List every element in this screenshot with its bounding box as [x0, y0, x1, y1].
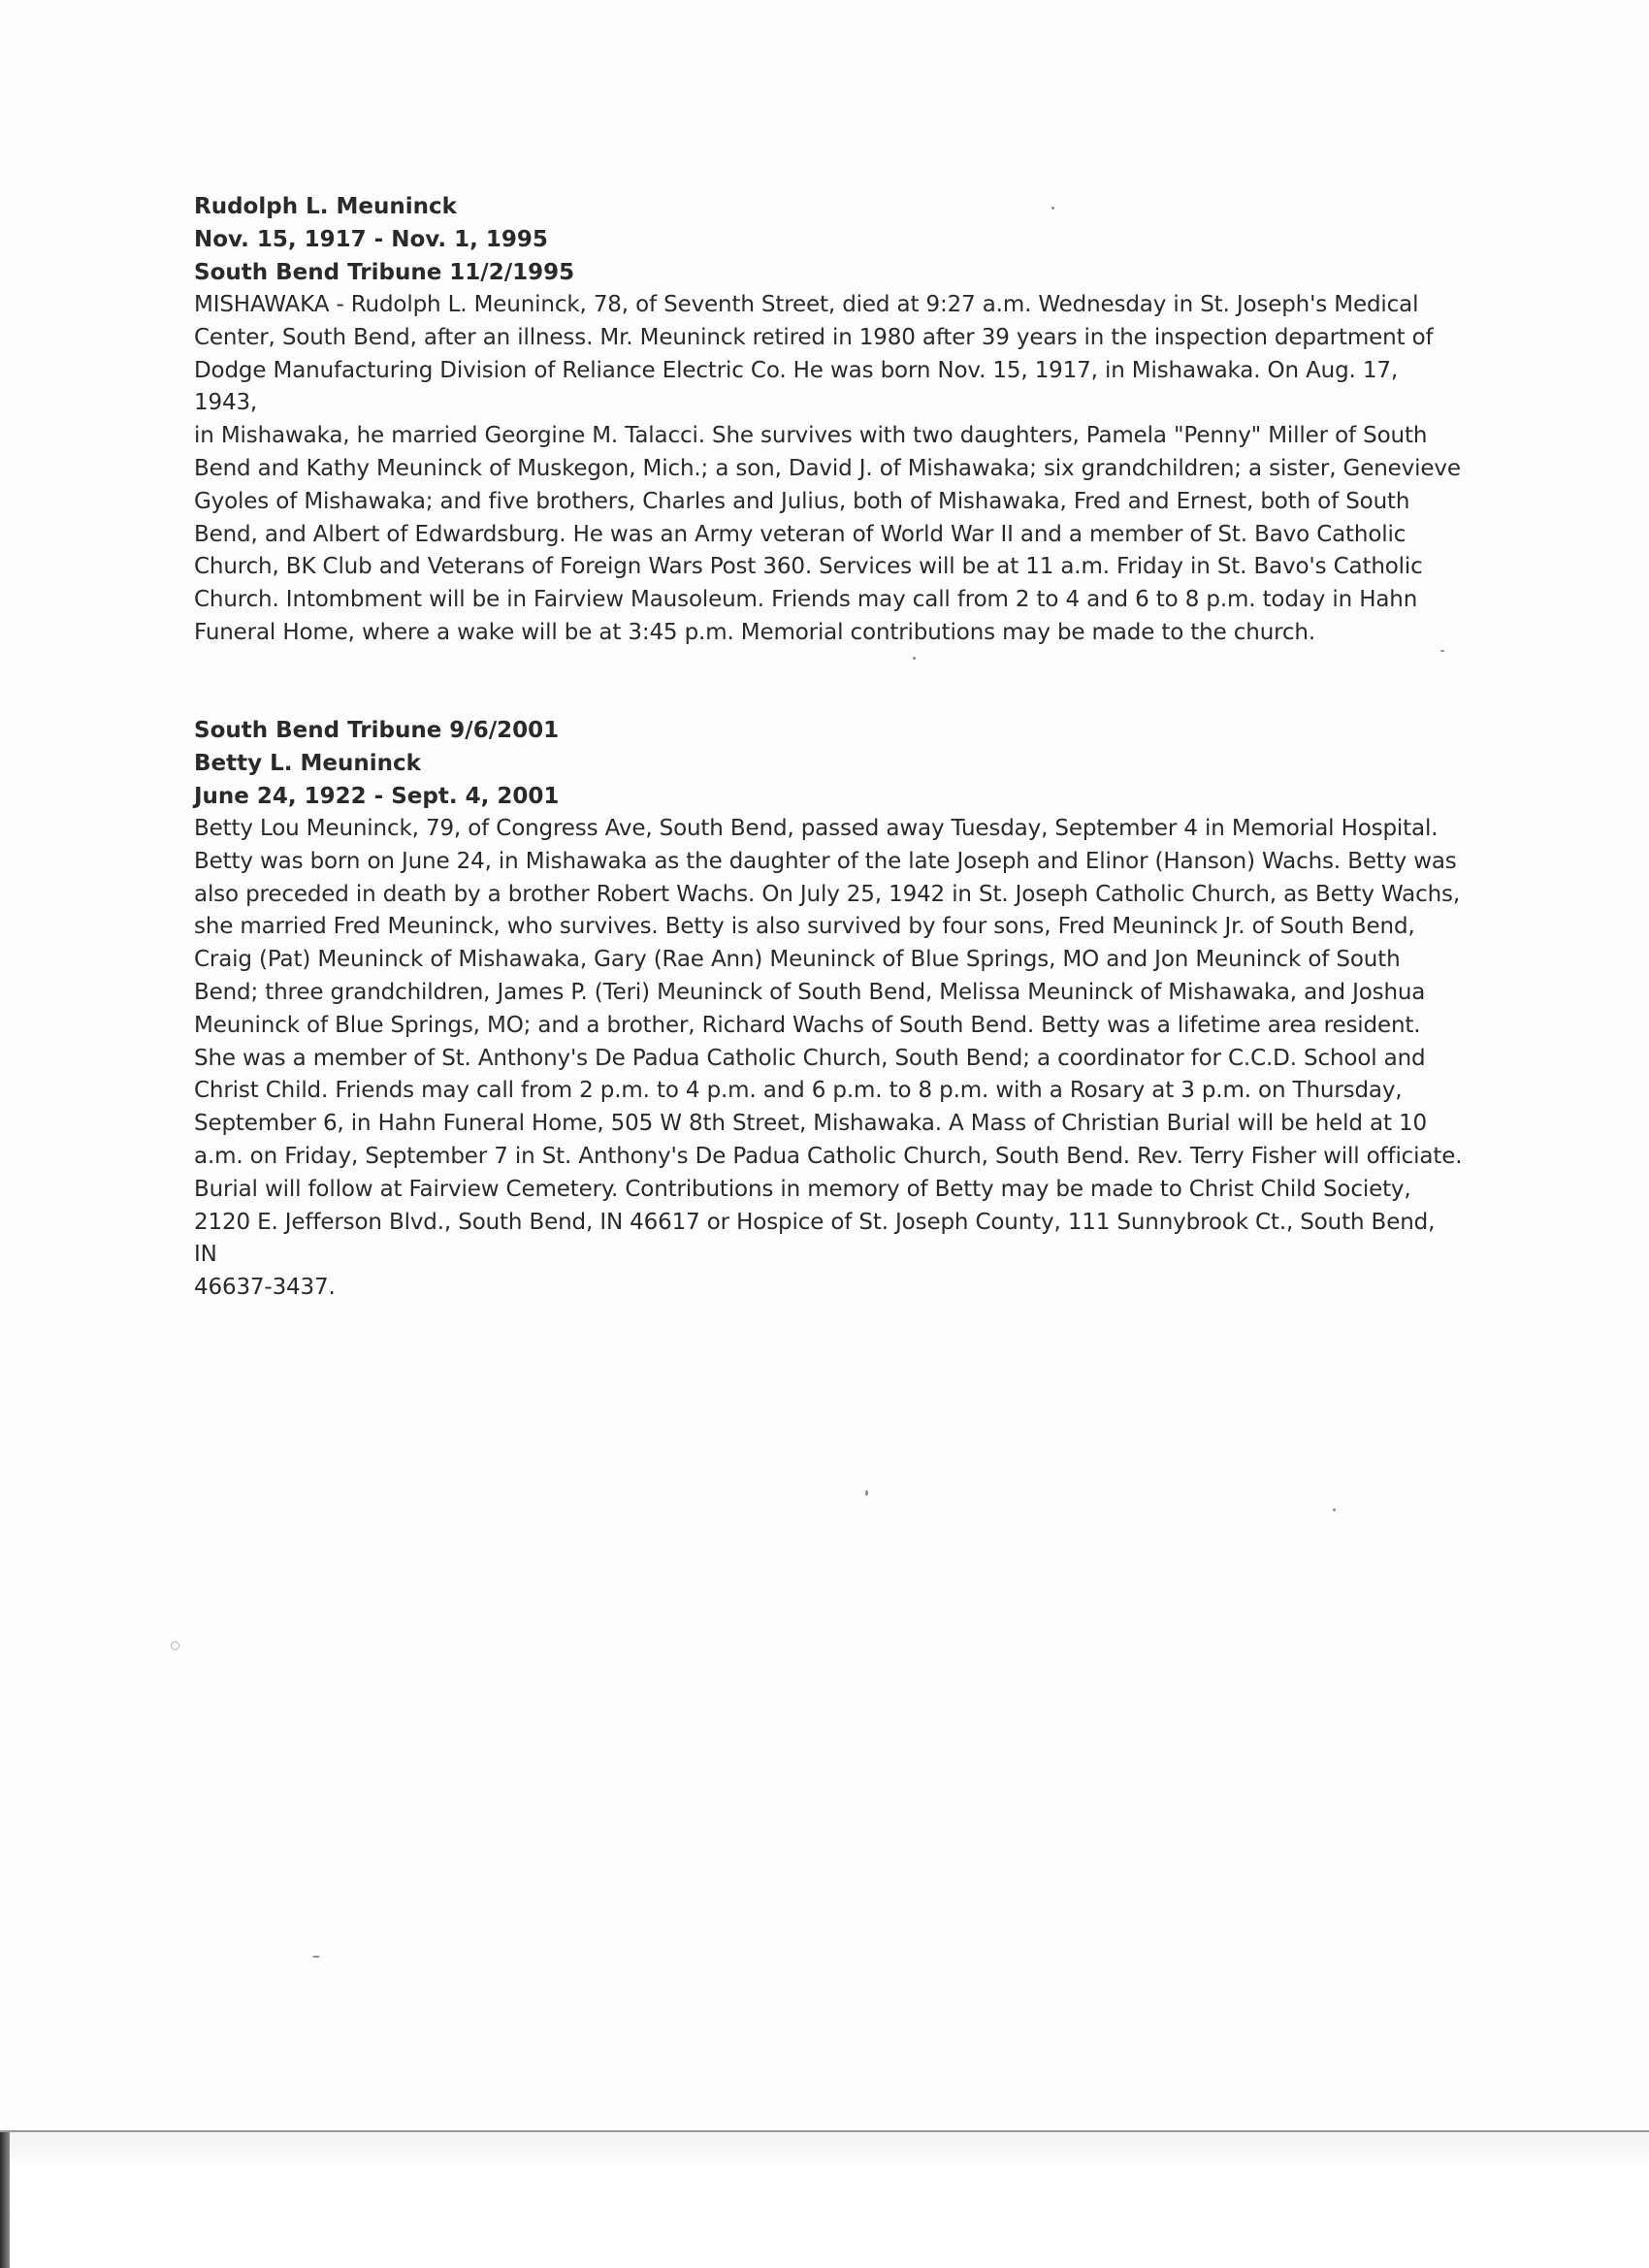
body-line: she married Fred Meuninck, who survives. Betty is also survived by four sons, Fred Meuninck Jr. of South Bend,	[194, 914, 1415, 940]
scan-speck	[1333, 1508, 1336, 1511]
body-line: Christ Child. Friends may call from 2 p.m. to 4 p.m. and 6 p.m. to 8 p.m. with a Rosary at 3 p.m. on Thursday,	[194, 1078, 1403, 1104]
body-line: also preceded in death by a brother Robert Wachs. On July 25, 1942 in St. Joseph Catholic Church, as Betty Wachs,	[194, 881, 1461, 907]
obituary-betty-meuninck	[194, 714, 1465, 1305]
obituary-dates: Nov. 15, 1917 - Nov. 1, 1995	[194, 227, 548, 252]
scan-speck	[865, 1490, 868, 1496]
body-line: 46637-3437.	[194, 1275, 336, 1301]
body-line: a.m. on Friday, September 7 in St. Anthony's De Padua Catholic Church, South Bend. Rev. Terry Fisher will officiate.	[194, 1143, 1463, 1169]
body-line: Bend; three grandchildren, James P. (Teri) Meuninck of South Bend, Melissa Meuninck of Mishawaka, and Joshua	[194, 979, 1426, 1005]
body-line: Betty was born on June 24, in Mishawaka as the daughter of the late Joseph and Elinor (Hanson) Wachs. Betty was	[194, 848, 1457, 874]
body-line: Craig (Pat) Meuninck of Mishawaka, Gary (Rae Ann) Meuninck of Blue Springs, MO and Jon Meuninck of South	[194, 947, 1401, 973]
body-line: Church. Intombment will be in Fairview Mausoleum. Friends may call from 2 to 4 and 6 to 8 p.m. today in Hahn	[194, 587, 1418, 613]
scan-speck	[171, 1641, 179, 1650]
body-line: in Mishawaka, he married Georgine M. Talacci. She survives with two daughters, Pamela "Penny" Miller of South	[194, 423, 1428, 449]
obituary-source: South Bend Tribune 9/6/2001	[194, 718, 560, 743]
body-line: Meuninck of Blue Springs, MO; and a brother, Richard Wachs of South Bend. Betty was a lifetime area resident.	[194, 1012, 1421, 1038]
body-line: Betty Lou Meuninck, 79, of Congress Ave, South Bend, passed away Tuesday, September 4 in Memorial Hospital.	[194, 816, 1439, 841]
body-line: Center, South Bend, after an illness. Mr. Meuninck retired in 1980 after 39 years in the inspection department of	[194, 324, 1434, 350]
scan-speck	[1440, 650, 1444, 652]
obituary-name: Rudolph L. Meuninck	[194, 194, 457, 219]
scan-speck	[913, 657, 916, 660]
body-line: Church, BK Club and Veterans of Foreign Wars Post 360. Services will be at 11 a.m. Friday in St. Bavo's Catholic	[194, 554, 1423, 580]
body-line: September 6, in Hahn Funeral Home, 505 W 8th Street, Mishawaka. A Mass of Christian Burial will be held at 10	[194, 1111, 1427, 1137]
obituary-body	[194, 289, 1465, 650]
obituary-name: Betty L. Meuninck	[194, 751, 421, 776]
obituary-rudolph-meuninck	[194, 190, 1465, 650]
obituary-body	[194, 813, 1465, 1305]
scan-bottom-margin	[0, 2132, 1649, 2268]
body-line: She was a member of St. Anthony's De Padua Catholic Church, South Bend; a coordinator for C.C.D. School and	[194, 1045, 1426, 1071]
body-line: Bend and Kathy Meuninck of Muskegon, Mich.; a son, David J. of Mishawaka; six grandchildren; a sister, Genevieve	[194, 455, 1461, 481]
body-line: Gyoles of Mishawaka; and five brothers, Charles and Julius, both of Mishawaka, Fred and Ernest, both of South	[194, 488, 1410, 514]
scan-edge-shadow	[0, 2132, 10, 2268]
body-line: MISHAWAKA - Rudolph L. Meuninck, 78, of Seventh Street, died at 9:27 a.m. Wednesday in St. Joseph's Medical	[194, 292, 1419, 317]
body-line: Burial will follow at Fairview Cemetery. Contributions in memory of Betty may be made to Christ Child Society,	[194, 1176, 1411, 1202]
obituary-dates: June 24, 1922 - Sept. 4, 2001	[194, 784, 560, 809]
body-line: Dodge Manufacturing Division of Reliance Electric Co. He was born Nov. 15, 1917, in Mishawaka. On Aug. 17, 1943,	[194, 357, 1399, 416]
scan-speck	[1051, 207, 1054, 210]
body-line: Bend, and Albert of Edwardsburg. He was an Army veteran of World War II and a member of St. Bavo Catholic	[194, 521, 1406, 547]
scan-speck	[312, 1956, 320, 1958]
body-line: Funeral Home, where a wake will be at 3:45 p.m. Memorial contributions may be made to the church.	[194, 619, 1316, 645]
body-line: 2120 E. Jefferson Blvd., South Bend, IN 46617 or Hospice of St. Joseph County, 111 Sunnybrook Ct., South Bend, IN	[194, 1209, 1436, 1268]
obituary-source: South Bend Tribune 11/2/1995	[194, 260, 575, 285]
